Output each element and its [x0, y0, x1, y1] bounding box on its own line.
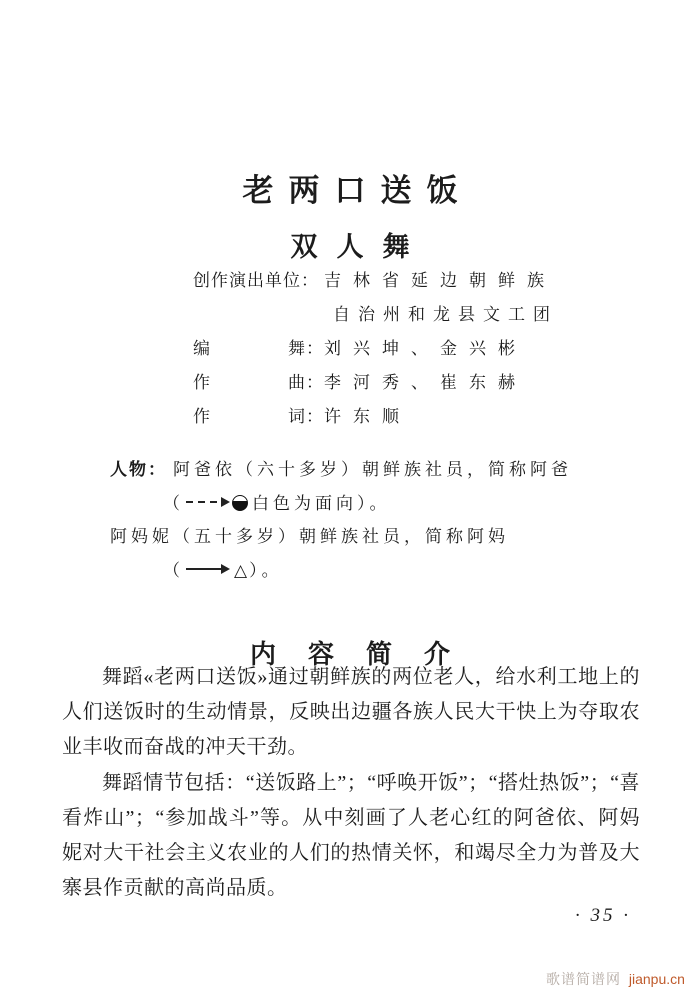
credit-label-right: 舞： [288, 339, 324, 358]
half-black-circle-icon [232, 495, 248, 511]
credit-label-left: 创作演出单位： [193, 271, 319, 290]
character-mother-desc: 阿妈妮（五十多岁）朝鲜族社员，简称阿妈 [110, 527, 509, 546]
credit-value: 吉林省延边朝鲜族 [324, 271, 556, 290]
solid-right-arrow-icon [186, 568, 228, 570]
intro-paragraph-1: 舞蹈«老两口送饭»通过朝鲜族的两位老人，给水利工地上的人们送饭时的生动情景，反映出边疆各族人民大干快上为夺取农业丰收而奋战的冲天干劲。 [62, 666, 640, 758]
character-line-father-symbol [110, 489, 572, 523]
credit-value: 刘兴坤、金兴彬 [324, 339, 527, 358]
intro-body [62, 660, 640, 906]
father-symbol-note: 白色为面向）。 [252, 493, 391, 513]
credit-label [193, 334, 324, 359]
credit-row-producer-cont [193, 300, 558, 334]
credit-label [193, 266, 324, 291]
credit-label-right: 曲： [288, 373, 324, 392]
credit-value: 许东顺 [324, 407, 411, 426]
paren-close: ）。 [249, 560, 283, 580]
characters-label: 人物： [110, 460, 167, 479]
paren-open: （ [163, 560, 184, 580]
credits-block [193, 266, 558, 436]
credit-label [193, 368, 324, 393]
watermark-site-name: 歌谱简谱网 [546, 971, 621, 987]
characters-block [110, 455, 572, 589]
credit-label-left: 作 [193, 407, 211, 426]
watermark [546, 969, 685, 989]
character-line-mother [110, 522, 572, 556]
page-number: · 35 · [575, 905, 631, 926]
credit-value: 自治州和龙县文工团 [333, 305, 558, 324]
triangle-outline-icon: △ [234, 560, 248, 581]
watermark-site-url: jianpu.cn [628, 971, 685, 987]
credit-label [193, 402, 324, 427]
credit-label-left: 作 [193, 373, 211, 392]
credit-row-choreography [193, 334, 558, 368]
credit-row-music [193, 368, 558, 402]
credit-value: 李河秀、崔东赫 [324, 373, 527, 392]
dashed-right-arrow-icon [186, 501, 228, 503]
intro-paragraph-2: 舞蹈情节包括：“送饭路上”；“呼唤开饭”；“搭灶热饭”；“喜看炸山”；“参加战斗”等。从中刻画了人老心红的阿爸依、阿妈妮对大干社会主义农业的人们的热情关怀，和竭尽全力为普及大寨县作贡献的高尚品质。 [62, 772, 640, 899]
character-father-desc: 阿爸依（六十多岁）朝鲜族社员，简称阿爸 [173, 460, 572, 479]
intro-heading: 内容简介 [249, 640, 482, 669]
credit-row-producer [193, 266, 558, 300]
page-title: 老两口送饭 [242, 172, 473, 208]
credit-label-right: 词： [288, 407, 324, 426]
credit-row-lyrics [193, 402, 558, 436]
credit-label-left: 编 [193, 339, 211, 358]
paren-open: （ [163, 493, 184, 513]
character-line-father [110, 455, 572, 489]
page-subtitle: 双人舞 [290, 232, 429, 263]
character-line-mother-symbol [110, 556, 572, 590]
